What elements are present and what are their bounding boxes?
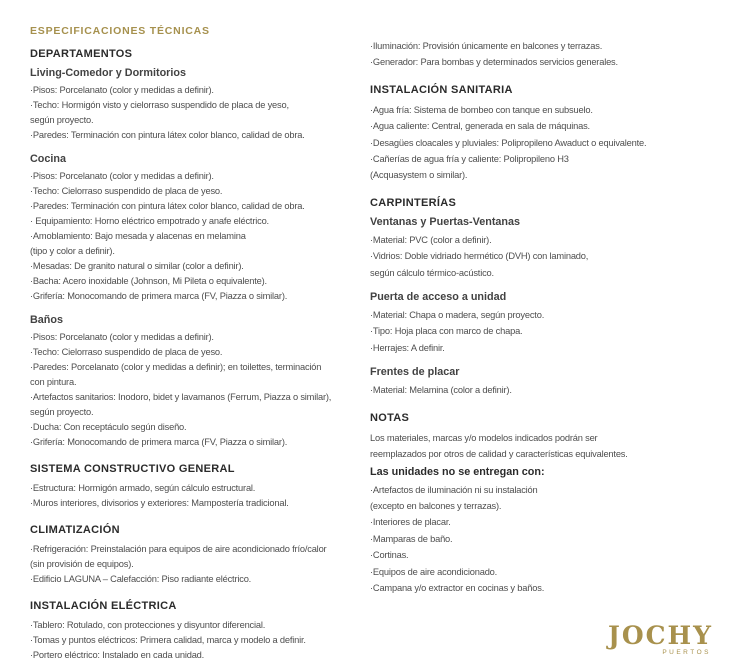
spec-line: (tipo y color a definir). [30,246,115,256]
section-instalacion-electrica [30,599,370,663]
spec-line: ·Portero eléctrico: Instalado en cada unidad. [30,650,205,660]
spec-line: ·Mamparas de baño. [370,533,453,544]
block-subheading: Las unidades no se entregan con: [370,465,545,478]
spec-line: ·Paredes: Terminación con pintura látex color blanco, calidad de obra. [30,201,305,211]
spec-line: ·Refrigeración: Preinstalación para equipos de aire acondicionado frío/calor [30,544,327,554]
spec-line: ·Edificio LAGUNA – Calefacción: Piso radiante eléctrico. [30,574,252,584]
page-title: ESPECIFICACIONES TÉCNICAS [30,25,210,37]
section-continuation [370,38,717,71]
spec-line: ·Tablero: Rotulado, con protecciones y disyuntor diferencial. [30,620,266,630]
spec-line: ·Cañerías de agua fría y caliente: Polipropileno H3 [370,154,569,165]
spec-block [30,542,370,587]
section-climatizacion [30,523,370,587]
spec-line: ·Techo: Cielorraso suspendido de placa de yeso. [30,347,223,357]
spec-block [30,66,370,143]
spec-line: ·Grifería: Monocomando de primera marca (FV, Piazza o similar). [30,291,288,301]
spec-line: · Equipamiento: Horno eléctrico empotrado y anafe eléctrico. [30,216,269,226]
spec-line: ·Material: Melamina (color a definir). [370,385,512,396]
spec-block [30,481,370,511]
section-heading: CARPINTERÍAS [370,196,457,209]
spec-line: ·Techo: Cielorraso suspendido de placa de yeso. [30,186,223,196]
spec-block [370,38,717,71]
spec-line: ·Iluminación: Provisión únicamente en balcones y terrazas. [370,41,603,51]
spec-line: ·Artefactos de iluminación ni su instalación [370,484,538,495]
spec-line: Los materiales, marcas y/o modelos indicados podrán ser [370,432,598,443]
left-column [30,24,370,663]
spec-line: ·Material: Chapa o madera, según proyecto. [370,310,545,321]
section-heading: SISTEMA CONSTRUCTIVO GENERAL [30,463,235,475]
block-subheading: Baños [30,314,63,326]
spec-line: ·Pisos: Porcelanato (color y medidas a definir). [30,332,214,342]
spec-block [370,465,717,597]
spec-line: ·Ducha: Con receptáculo según diseño. [30,422,187,432]
spec-line: ·Agua caliente: Central, generada en sala de máquinas. [370,121,590,132]
spec-line: ·Pisos: Porcelanato (color y medidas a definir). [30,85,214,95]
spec-block [370,365,717,398]
spec-block [370,290,717,356]
spec-line: ·Interiores de placar. [370,517,451,528]
spec-line: ·Vidrios: Doble vidriado hermético (DVH) con laminado, [370,251,589,262]
section-heading: CLIMATIZACIÓN [30,524,120,536]
spec-line: ·Generador: Para bombas y determinados servicios generales. [370,57,618,68]
section-heading: INSTALACIÓN ELÉCTRICA [30,600,177,612]
section-heading: DEPARTAMENTOS [30,48,133,60]
spec-line: ·Material: PVC (color a definir). [370,234,492,245]
spec-line: ·Paredes: Porcelanato (color y medidas a definir); en toilettes, terminación [30,362,322,372]
spec-line: ·Mesadas: De granito natural o similar (color a definir). [30,261,244,271]
block-subheading: Puerta de acceso a unidad [370,291,507,304]
spec-line: ·Equipos de aire acondicionado. [370,566,498,577]
block-subheading: Frentes de placar [370,366,460,379]
block-subheading: Living-Comedor y Dormitorios [30,67,186,79]
spec-block [370,215,717,281]
section-carpinterias [370,196,717,399]
spec-line: ·Estructura: Hormigón armado, según cálculo estructural. [30,483,256,493]
spec-line: (sin provisión de equipos). [30,559,134,569]
logo-tagline: PUERTOS [662,649,711,656]
spec-line: reemplazados por otros de calidad y características equivalentes. [370,449,628,460]
block-subheading: Ventanas y Puertas-Ventanas [370,215,521,228]
right-column [370,24,717,596]
spec-line: según proyecto. [30,407,94,417]
section-notas [370,411,717,597]
spec-line: ·Techo: Hormigón visto y cielorraso suspendido de placa de yeso, [30,100,289,110]
spec-line: según cálculo térmico-acústico. [370,267,494,278]
left-column-sections [30,47,370,663]
spec-line: ·Tomas y puntos eléctricos: Primera calidad, marca y modelo a definir. [30,635,306,645]
jochy-logo [608,623,713,656]
spec-line: ·Muros interiores, divisorios y exteriores: Mampostería tradicional. [30,498,289,508]
spec-line: según proyecto. [30,115,94,125]
section-heading: NOTAS [370,411,410,424]
spec-block [30,313,370,450]
spec-line: ·Grifería: Monocomando de primera marca (FV, Piazza o similar). [30,437,288,447]
spec-block [30,152,370,304]
spec-line: ·Desagües cloacales y pluviales: Polipropileno Awaduct o equivalente. [370,137,647,148]
spec-line: ·Pisos: Porcelanato (color y medidas a definir). [30,171,214,181]
spec-line: ·Artefactos sanitarios: Inodoro, bidet y lavamanos (Ferrum, Piazza o similar), [30,392,332,402]
spec-line: (Acquasystem o similar). [370,170,468,181]
block-subheading: Cocina [30,153,66,165]
section-instalacion-sanitaria [370,83,717,184]
spec-line: ·Campana y/o extractor en cocinas y baños. [370,582,545,593]
spec-line: ·Bacha: Acero inoxidable (Johnson, Mi Pileta o equivalente). [30,276,267,286]
spec-block [30,618,370,663]
logo-wordmark: JOCHY [608,621,713,650]
spec-line: (excepto en balcones y terrazas). [370,500,502,511]
spec-line: ·Paredes: Terminación con pintura látex color blanco, calidad de obra. [30,130,305,140]
section-heading: INSTALACIÓN SANITARIA [370,83,513,96]
spec-line: ·Agua fría: Sistema de bombeo con tanque en subsuelo. [370,104,593,115]
spec-line: con pintura. [30,377,77,387]
spec-line: ·Cortinas. [370,550,409,561]
section-sistema-constructivo-general [30,462,370,511]
spec-line: ·Amoblamiento: Bajo mesada y alacenas en melamina [30,231,246,241]
spec-block [370,430,717,463]
spec-line: ·Herrajes: A definir. [370,342,445,353]
spec-line: ·Tipo: Hoja placa con marco de chapa. [370,326,523,337]
spec-block [370,102,717,184]
section-departamentos [30,47,370,450]
